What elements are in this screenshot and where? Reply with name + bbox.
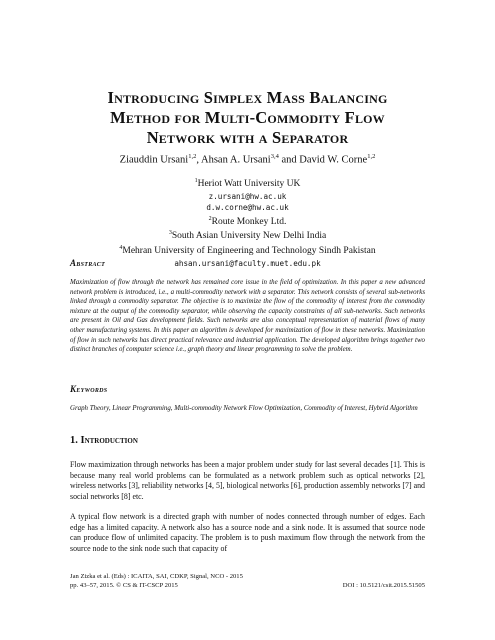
author-name: Ziauddin Ursani [119,154,189,166]
affiliation-marker: 4 [119,244,123,251]
introduction-paragraph-1: Flow maximization through networks has been a major problem under study for last several decades [1]. This is because many real world problems can be formulated as a network problem such as optical networks [2], wireless networks [3], reliability networks [4, 5], biological networks [6], production assembly networks [7] and social networks [8] etc. [70,460,425,502]
author-separator: and [278,154,300,166]
author-affiliation-marker: 3,4 [270,153,279,160]
affiliation-name: South Asian University New Delhi India [171,231,327,242]
author-affiliation-marker: 1,2 [188,153,197,160]
introduction-heading: 1. Introduction [70,435,138,446]
page-footer [70,572,425,590]
affiliation-name: Heriot Watt University UK [197,179,301,190]
title-line-1: Introducing Simplex Mass Balancing [107,88,388,107]
paper-title [60,88,435,148]
email: z.ursani@hw.ac.uk [208,191,287,201]
affiliation-marker: 1 [194,178,198,184]
affiliation-marker: 2 [208,215,212,222]
email: ahsan.ursani@faculty.muet.edu.pk [174,258,321,268]
affiliation-3 [40,228,455,243]
author-list [40,150,455,167]
affiliation-name: Route Monkey Ltd. [211,216,287,227]
abstract-text: Maximization of flow through the network has remained core issue in the field of optimization. In this paper a new advanced network problem is introduced, i.e., a multi-commodity network with a separator. This network consists of several sub-networks linked through a commodity separator. The objective is to maximize the flow of the commodity of interest from the commodity mixture at the output of the commodity separator, while observing the capacity constraints of all sub-networks. Such networks are present in Oil and Gas development fields. Such networks are also conceptual representation of material flows of many other manufacturing systems. In this paper an algorithm is developed for maximization of flow in these networks. Maximization of flow in such networks has direct practical relevance and industrial application. The developed algorithm brings together two distinct branches of computer science i.e., graph theory and linear programming to solve the problem. [70,279,425,354]
introduction-paragraph-2: A typical flow network is a directed graph with number of nodes connected through number of edges. Each edge has a limited capacity. A network also has a source node and a sink node. It is assumed that source node can produce flow of unlimited capacity. The problem is to push maximum flow through the network from the source node to the sink node such that capacity of [70,512,425,554]
author-separator: , [196,154,201,166]
affiliation-marker: 3 [168,230,172,237]
footer-row-2 [70,581,425,590]
affiliation-1 [40,176,455,191]
affiliation-4 [40,243,455,258]
footer-proceedings: Jan Zizka et al. (Eds) : ICAITA, SAI, CDKP, Signal, NCO - 2015 [70,573,243,580]
title-line-2: Method for Multi-Commodity Flow [110,108,385,127]
title-line-3: Network with a Separator [146,128,349,147]
footer-doi: DOI : 10.5121/csit.2015.51505 [342,582,425,589]
author-name: David W. Corne [299,154,368,166]
footer-row-1 [70,572,425,581]
keywords-text: Graph Theory, Linear Programming, Multi-commodity Network Flow Optimization, Commodity of Interest, Hybrid Algorithm [70,405,418,412]
keywords-heading: Keywords [70,384,108,394]
footer-pages: pp. 43–57, 2015. © CS & IT-CSCP 2015 [70,582,178,589]
affiliation-name: Mehran University of Engineering and Technology Sindh Pakistan [122,246,376,257]
abstract-heading: Abstract [70,258,106,268]
affiliations [40,176,455,269]
author-affiliation-marker: 1,2 [367,153,376,160]
author-name: Ahsan A. Ursani [201,154,271,166]
affiliation-2 [40,214,455,229]
email: d.w.corne@hw.ac.uk [206,203,289,213]
